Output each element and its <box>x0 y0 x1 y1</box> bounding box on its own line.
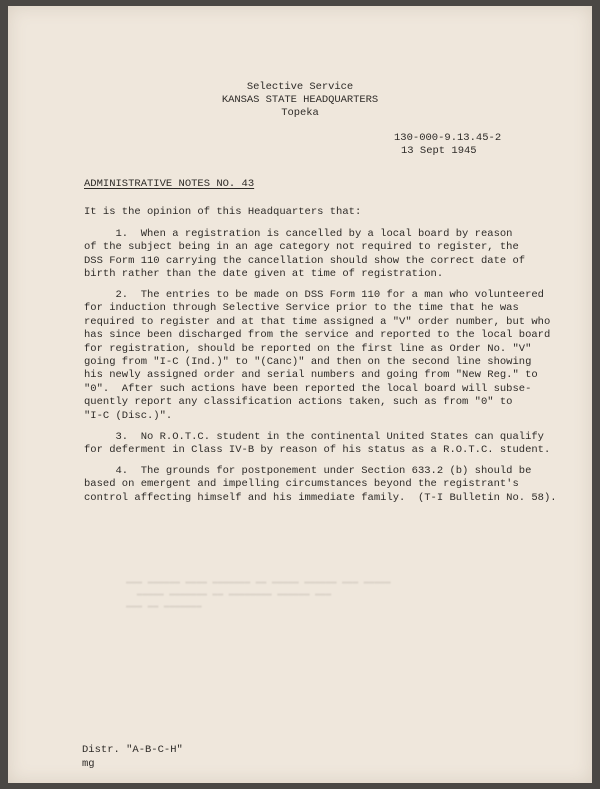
letterhead-office: KANSAS STATE HEADQUARTERS <box>221 94 379 106</box>
paragraph-line: required to register and at that time assigned a "V" order number, but who <box>84 315 551 328</box>
intro-text: It is the opinion of this Headquarters that: <box>84 206 362 218</box>
typist-initials: mg <box>82 758 95 770</box>
reference-number: 130-000-9.13.45-2 <box>394 132 502 144</box>
paragraph-line: birth rather than the date given at time of registration. <box>84 268 444 281</box>
paragraph-line: "I-C (Disc.)". <box>84 409 173 422</box>
paragraph-line: 2. The entries to be made on DSS Form 110 for a man who volunteered <box>84 289 544 301</box>
distribution-line: Distr. "A-B-C-H" <box>82 744 183 756</box>
paragraph-line: 4. The grounds for postponement under Section 633.2 (b) should be <box>84 465 532 477</box>
paragraph-line: 3. No R.O.T.C. student in the continental United States can qualify <box>84 431 544 443</box>
paragraph-line: going from "I-C (Ind.)" to "(Canc)" and then on the second line showing <box>84 356 532 369</box>
letterhead-agency: Selective Service <box>246 81 354 93</box>
paragraph-4 <box>84 465 557 505</box>
document-page <box>8 6 592 783</box>
paragraph-line: for registration, should be reported on the first line as Order No. "V" <box>84 342 532 355</box>
paragraph-line: of the subject being in an age category not required to register, the <box>84 241 519 254</box>
letterhead-city: Topeka <box>281 107 319 119</box>
paragraph-1 <box>84 228 525 282</box>
reference-block <box>394 132 501 159</box>
paragraph-line: for deferment in Class IV-B by reason of his status as a R.O.T.C. student. <box>84 444 551 457</box>
paragraph-line: 1. When a registration is cancelled by a local board by reason <box>84 228 513 240</box>
document-title: ADMINISTRATIVE NOTES NO. 43 <box>84 178 255 190</box>
paragraph-line: "0". After such actions have been reported the local board will subse- <box>84 382 532 395</box>
paragraph-line: control affecting himself and his immediate family. (T-I Bulletin No. 58). <box>84 491 557 504</box>
paragraph-line: based on emergent and impelling circumstances beyond the registrant's <box>84 478 519 491</box>
bleed-through-smudge: ▬▬▬ ▬▬▬▬▬▬ ▬▬▬▬ ▬▬▬▬▬▬▬ ▬▬ ▬▬▬▬▬ ▬▬▬▬▬▬ ▬▬▬ ▬▬▬▬▬ ▬▬▬▬▬ ▬▬▬▬▬▬▬ ▬▬ ▬▬▬▬▬▬▬▬ ▬▬▬▬▬▬ ▬▬▬ ▬▬▬ ▬▬ ▬▬▬▬▬▬▬ <box>126 577 391 611</box>
distribution-block <box>82 743 183 771</box>
paragraph-3 <box>84 431 550 458</box>
paragraph-line: for induction through Selective Service prior to the time that he was <box>84 302 519 315</box>
paragraph-2 <box>84 289 550 423</box>
paragraph-line: quently report any classification actions taken, such as from "0" to <box>84 396 513 409</box>
paragraph-line: DSS Form 110 carrying the cancellation should show the correct date of <box>84 254 526 267</box>
paragraph-line: his newly assigned order and serial numbers and going from "New Reg." to <box>84 369 538 382</box>
reference-date: 13 Sept 1945 <box>401 145 477 158</box>
paragraph-line: has since been discharged from the service and reported to the local board <box>84 329 551 342</box>
